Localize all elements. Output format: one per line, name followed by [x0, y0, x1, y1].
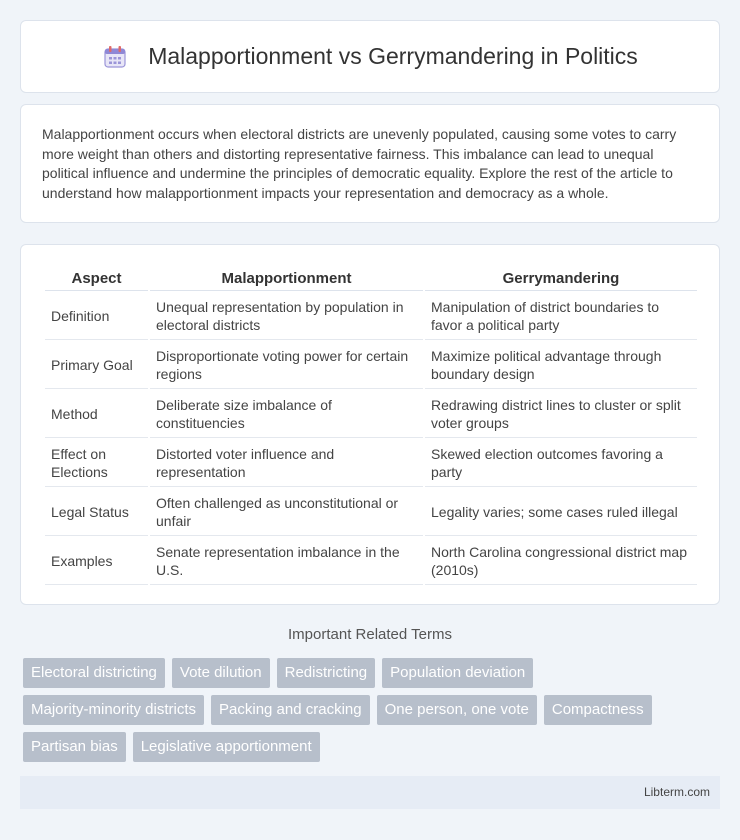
calendar-icon: [102, 44, 128, 70]
column-header-malapportionment: Malapportionment: [150, 267, 423, 291]
table-cell-malapportionment: Often challenged as unconstitutional or unfair: [150, 489, 423, 536]
related-term-tag[interactable]: Legislative apportionment: [133, 732, 320, 762]
table-cell-malapportionment: Disproportionate voting power for certain regions: [150, 342, 423, 389]
table-cell-gerrymandering: Manipulation of district boundaries to favor a political party: [425, 293, 697, 340]
footer: [20, 776, 720, 809]
table-cell-aspect: Examples: [45, 538, 148, 585]
page-title: Malapportionment vs Gerrymandering in Politics: [148, 43, 638, 69]
table-row: [45, 440, 697, 487]
column-header-gerrymandering: Gerrymandering: [425, 267, 697, 291]
table-cell-gerrymandering: Skewed election outcomes favoring a party: [425, 440, 697, 487]
table-row: [45, 538, 697, 585]
table-cell-gerrymandering: Legality varies; some cases ruled illegal: [425, 489, 697, 536]
table-row: [45, 489, 697, 536]
intro-card: [20, 104, 720, 223]
table-cell-aspect: Definition: [45, 293, 148, 340]
related-term-tag[interactable]: One person, one vote: [377, 695, 537, 725]
table-row: [45, 293, 697, 340]
footer-site-link[interactable]: Libterm.com: [643, 785, 710, 799]
table-row: [45, 391, 697, 438]
related-terms-list: [23, 658, 713, 762]
table-cell-malapportionment: Deliberate size imbalance of constituencies: [150, 391, 423, 438]
table-cell-aspect: Legal Status: [45, 489, 148, 536]
column-header-aspect: Aspect: [45, 267, 148, 291]
table-cell-gerrymandering: Maximize political advantage through boundary design: [425, 342, 697, 389]
table-cell-malapportionment: Distorted voter influence and representation: [150, 440, 423, 487]
related-term-tag[interactable]: Population deviation: [382, 658, 533, 688]
related-terms-title: Important Related Terms: [288, 626, 452, 643]
table-cell-gerrymandering: Redrawing district lines to cluster or split voter groups: [425, 391, 697, 438]
related-term-tag[interactable]: Majority-minority districts: [23, 695, 204, 725]
comparison-table: [43, 265, 699, 587]
table-cell-malapportionment: Unequal representation by population in electoral districts: [150, 293, 423, 340]
intro-text: Malapportionment occurs when electoral districts are unevenly populated, causing some votes to carry more weight than others and distorting representative fairness. This imbalance can lead to unequal political influence and undermine the principles of democratic equality. Explore the rest of the article to understand how malapportionment impacts your representation and democracy as a whole.: [42, 126, 677, 201]
table-cell-aspect: Primary Goal: [45, 342, 148, 389]
table-header-row: [45, 267, 697, 291]
table-cell-malapportionment: Senate representation imbalance in the U.S.: [150, 538, 423, 585]
related-term-tag[interactable]: Redistricting: [277, 658, 376, 688]
related-term-tag[interactable]: Electoral districting: [23, 658, 165, 688]
table-cell-aspect: Method: [45, 391, 148, 438]
table-row: [45, 342, 697, 389]
related-term-tag[interactable]: Partisan bias: [23, 732, 126, 762]
related-term-tag[interactable]: Packing and cracking: [211, 695, 370, 725]
related-term-tag[interactable]: Vote dilution: [172, 658, 270, 688]
related-term-tag[interactable]: Compactness: [544, 695, 652, 725]
header-card: [20, 20, 720, 93]
table-cell-aspect: Effect on Elections: [45, 440, 148, 487]
table-cell-gerrymandering: North Carolina congressional district map (2010s): [425, 538, 697, 585]
comparison-table-card: [20, 244, 720, 605]
